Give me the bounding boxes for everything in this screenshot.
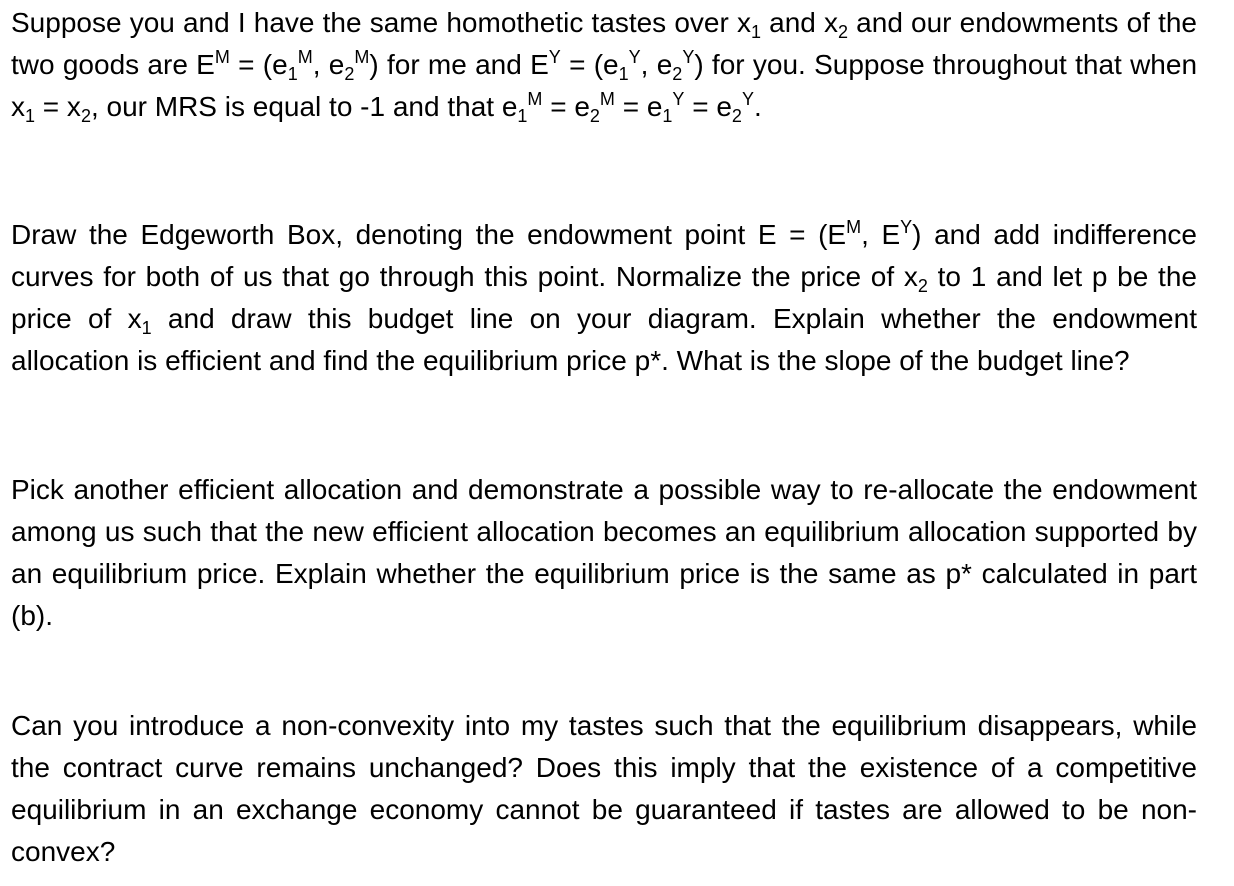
text-run: ) and add indifference curves for both of us that go through this point. Normalize the price of x — [11, 219, 1197, 292]
text-run: and our endowments of the two goods are E — [11, 7, 1197, 80]
text-run: = e — [614, 91, 663, 122]
subscript: 1 — [25, 106, 36, 126]
paragraph-setup — [11, 2, 1197, 128]
text-run: , e — [640, 49, 673, 80]
subscript: 1 — [662, 106, 673, 126]
paragraph-part-d — [11, 705, 1197, 873]
subscript: 1 — [750, 22, 761, 42]
text-run: to 1 and let p be the price of x — [11, 261, 1197, 334]
text-run: . — [753, 91, 762, 122]
text-run: = e — [542, 91, 590, 122]
subscript: 2 — [838, 22, 849, 42]
superscript: M — [846, 217, 862, 237]
superscript: M — [297, 47, 313, 67]
text-run: Draw the Edgeworth Box, denoting the endowment point E = (E — [11, 219, 847, 250]
superscript: Y — [672, 89, 685, 109]
text-run: Pick another efficient allocation and demonstrate a possible way to re-allocate the endowment among us such that the new efficient allocation becomes an equilibrium allocation supported by an equilibrium price. Explain whether the equilibrium price is the same as p* calculated in part (b). — [11, 474, 1197, 631]
paragraph-part-c — [11, 469, 1197, 637]
subscript: 1 — [287, 64, 298, 84]
text-run: , E — [861, 219, 901, 250]
superscript: M — [214, 47, 230, 67]
text-run: and x — [760, 7, 838, 38]
superscript: Y — [682, 47, 695, 67]
text-run: and draw this budget line on your diagram. Explain whether the endowment allocation is efficient and find the equilibrium price p*. What is the slope of the budget line? — [11, 303, 1197, 376]
superscript: Y — [628, 47, 641, 67]
superscript: M — [527, 89, 543, 109]
text-run: , our MRS is equal to -1 and that e — [90, 91, 518, 122]
superscript: M — [354, 47, 370, 67]
subscript: 2 — [672, 64, 683, 84]
subscript: 1 — [618, 64, 629, 84]
subscript: 2 — [344, 64, 355, 84]
text-run: ) for you. Suppose throughout that when x — [11, 49, 1198, 122]
text-run: Can you introduce a non-convexity into my tastes such that the equilibrium disappears, while the contract curve remains unchanged? Does this imply that the existence of a competitive equilibrium in an exchange economy cannot be guaranteed if tastes are allowed to be non-convex? — [11, 710, 1197, 867]
paragraph-part-b — [11, 214, 1197, 382]
subscript: 1 — [141, 318, 152, 338]
superscript: M — [599, 89, 615, 109]
text-run: , e — [312, 49, 345, 80]
subscript: 2 — [731, 106, 742, 126]
text-run: = (e — [229, 49, 288, 80]
text-run: = x — [35, 91, 81, 122]
text-run: = e — [684, 91, 732, 122]
subscript: 2 — [80, 106, 91, 126]
superscript: Y — [900, 217, 913, 237]
subscript: 2 — [917, 276, 928, 296]
subscript: 2 — [589, 106, 600, 126]
text-run: Suppose you and I have the same homothetic tastes over x — [11, 7, 751, 38]
superscript: Y — [741, 89, 754, 109]
subscript: 1 — [517, 106, 528, 126]
superscript: Y — [548, 47, 561, 67]
text-run: = (e — [560, 49, 619, 80]
text-run: ) for me and E — [369, 49, 549, 80]
